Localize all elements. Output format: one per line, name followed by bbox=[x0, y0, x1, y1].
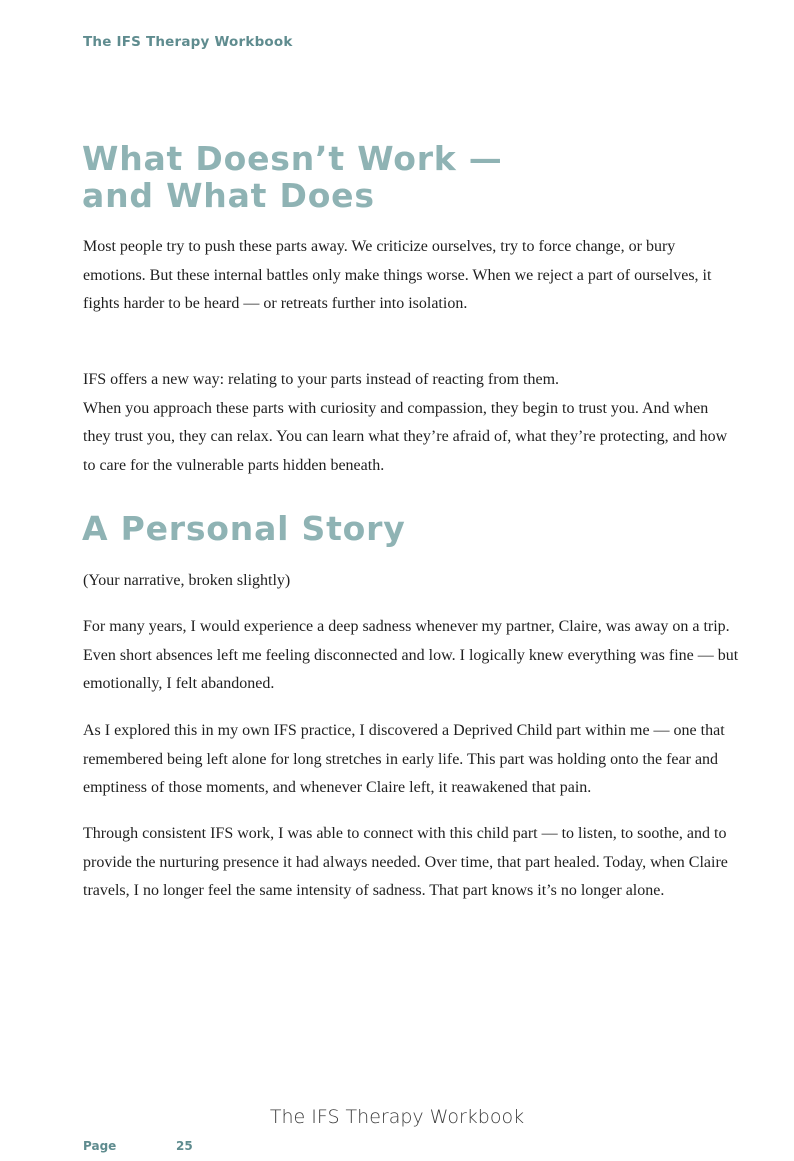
text-line: As I explored this in my own IFS practice, I discovered a Deprived Child part within me — one that bbox=[83, 722, 725, 739]
paragraph-consistent-ifs-work bbox=[83, 820, 743, 906]
text-line: (Your narrative, broken slightly) bbox=[83, 572, 291, 589]
narrative-note bbox=[83, 567, 743, 596]
text-line: For many years, I would experience a deep sadness whenever my partner, Claire, was away on a trip. bbox=[83, 618, 730, 635]
text-line: they trust you, they can relax. You can learn what they’re afraid of, what they’re protecting, and how bbox=[83, 428, 728, 446]
paragraph-ifs-new-way bbox=[83, 366, 743, 481]
text-line: travels, I no longer feel the same intensity of sadness. That part knows it’s no longer alone. bbox=[83, 882, 665, 900]
footer-book-title: The IFS Therapy Workbook bbox=[269, 1106, 525, 1128]
running-header-title: The IFS Therapy Workbook bbox=[83, 34, 293, 50]
text-line: Most people try to push these parts away. We criticize ourselves, try to force change, or bury bbox=[83, 238, 676, 255]
text-line: When you approach these parts with curiosity and compassion, they begin to trust you. And when bbox=[83, 399, 709, 417]
paragraph-deep-sadness bbox=[83, 613, 743, 699]
section-heading-what-doesnt-work bbox=[82, 140, 722, 214]
paragraph-push-parts-away bbox=[83, 233, 743, 319]
text-line: emptiness of those moments, and whenever Claire left, it reawakened that pain. bbox=[83, 779, 592, 797]
text-line: IFS offers a new way: relating to your parts instead of reacting from them. bbox=[83, 371, 560, 388]
section-heading-personal-story: A Personal Story bbox=[82, 509, 406, 548]
text-line: emotionally, I felt abandoned. bbox=[83, 675, 275, 693]
text-line: remembered being left alone for long stretches in early life. This part was holding onto the fear and bbox=[83, 750, 719, 768]
text-line: fights harder to be heard — or retreats further into isolation. bbox=[83, 295, 468, 313]
footer-page-number: 25 bbox=[176, 1139, 193, 1153]
paragraph-deprived-child bbox=[83, 717, 743, 803]
text-line: to care for the vulnerable parts hidden beneath. bbox=[83, 457, 385, 475]
heading-line: and What Does bbox=[82, 176, 375, 215]
footer-page-label: Page bbox=[83, 1139, 117, 1153]
text-line: Even short absences left me feeling disconnected and low. I logically knew everything was fine — but bbox=[83, 646, 739, 664]
text-line: provide the nurturing presence it had always needed. Over time, that part healed. Today, when Claire bbox=[83, 853, 728, 871]
text-line: Through consistent IFS work, I was able to connect with this child part — to listen, to soothe, and to bbox=[83, 825, 727, 842]
text-line: emotions. But these internal battles only make things worse. When we reject a part of ourselves, it bbox=[83, 266, 712, 284]
heading-line: What Doesn’t Work — bbox=[82, 139, 503, 178]
